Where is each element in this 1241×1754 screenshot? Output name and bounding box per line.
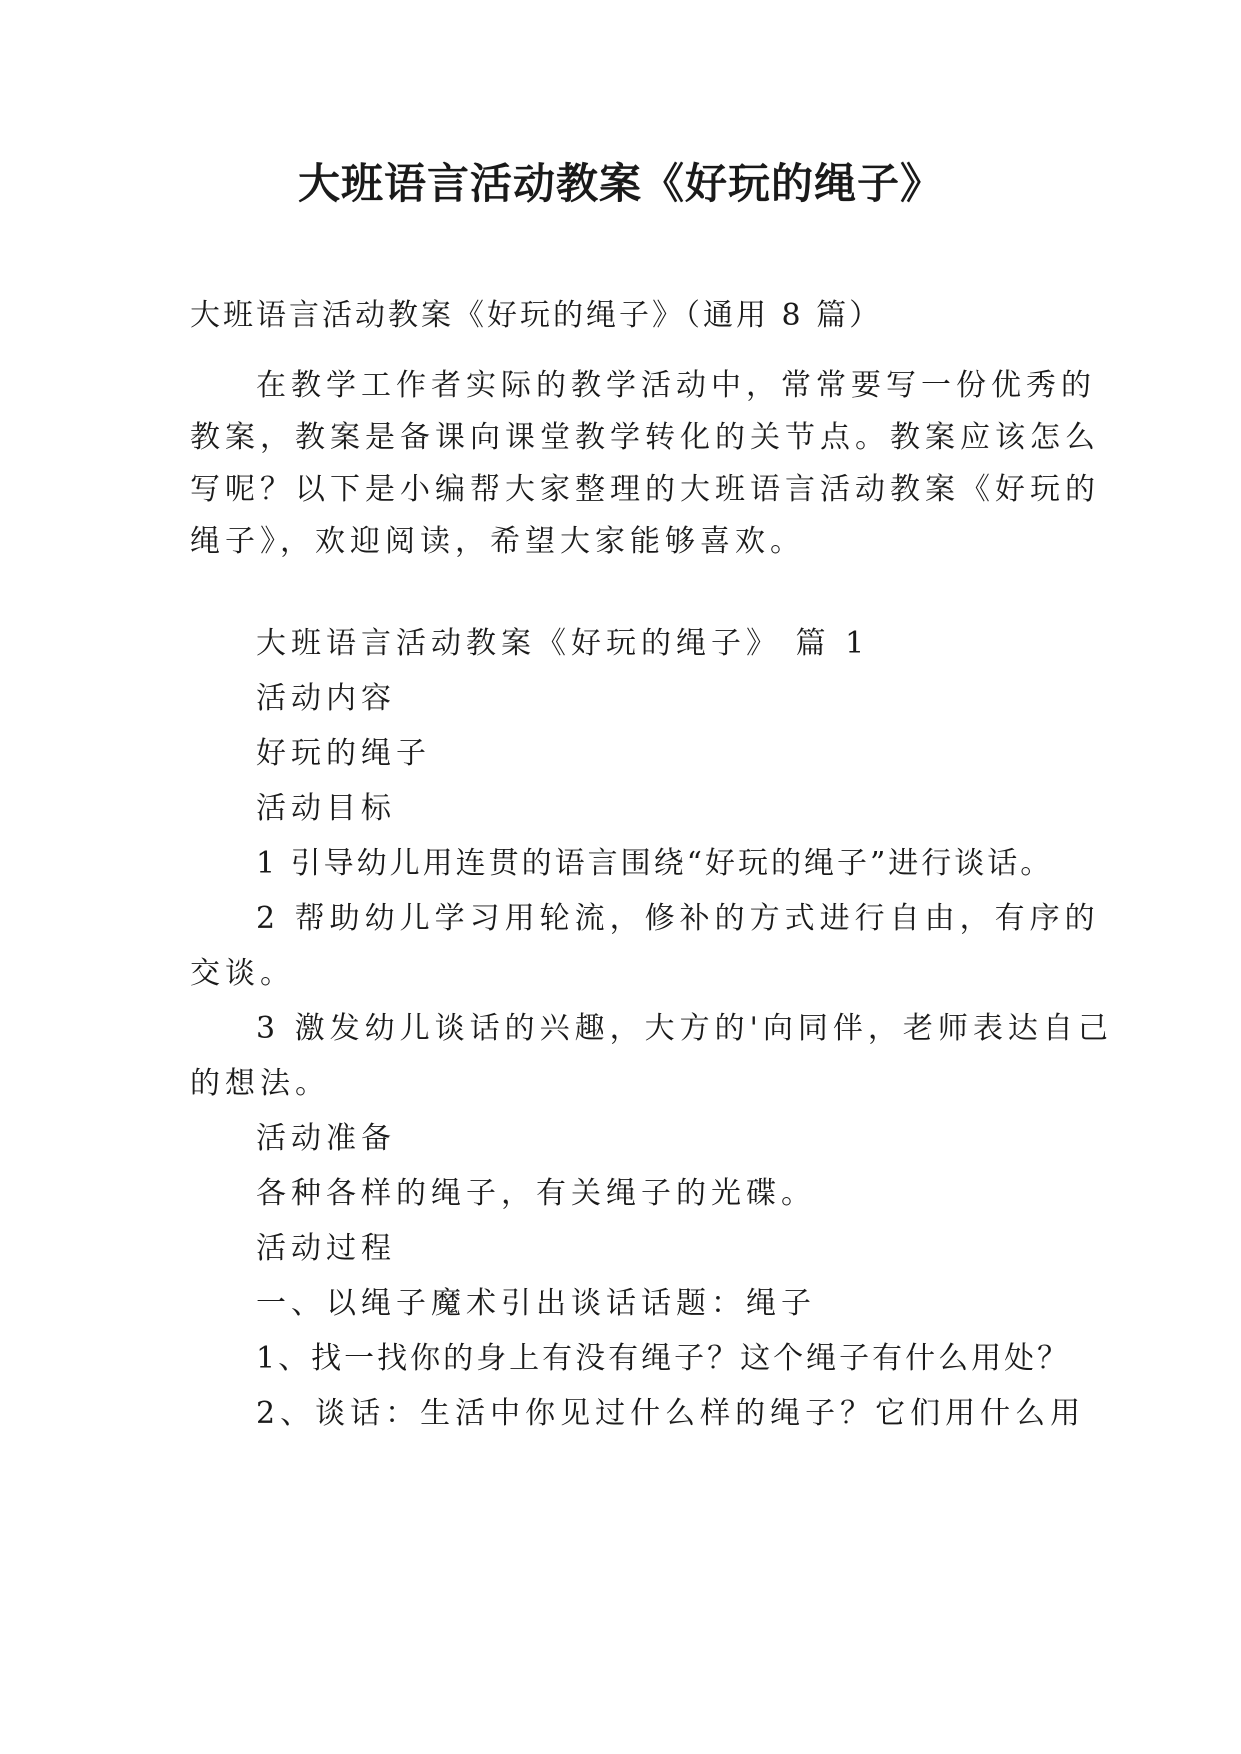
prep-heading: 活动准备 <box>256 1121 396 1156</box>
goal-3-line-2: 的想法。 <box>190 1066 330 1101</box>
process-item-1: 1、找一找你的身上有没有绳子？这个绳子有什么用处？ <box>256 1341 1071 1376</box>
content-heading: 活动内容 <box>256 681 396 716</box>
intro-line-2: 教案，教案是备课向课堂教学转化的关节点。教案应该怎么 <box>190 420 1100 455</box>
goals-heading: 活动目标 <box>256 791 396 826</box>
prep-text: 各种各样的绳子，有关绳子的光碟。 <box>256 1176 816 1211</box>
goal-2-line-1: 2 帮助幼儿学习用轮流，修补的方式进行自由，有序的 <box>256 901 1100 936</box>
section-heading: 大班语言活动教案《好玩的绳子》 篇 1 <box>256 626 870 661</box>
document-subtitle: 大班语言活动教案《好玩的绳子》（通用 8 篇） <box>190 298 883 333</box>
goal-2-line-2: 交谈。 <box>190 956 295 991</box>
process-step-1: 一、以绳子魔术引出谈话话题：绳子 <box>256 1286 816 1321</box>
goal-1: 1 引导幼儿用连贯的语言围绕“好玩的绳子”进行谈话。 <box>256 846 1054 881</box>
content-text: 好玩的绳子 <box>256 736 431 771</box>
document-title: 大班语言活动教案《好玩的绳子》 <box>297 159 943 208</box>
intro-line-3: 写呢？以下是小编帮大家整理的大班语言活动教案《好玩的 <box>190 472 1100 507</box>
intro-line-1: 在教学工作者实际的教学活动中，常常要写一份优秀的 <box>256 368 1096 403</box>
process-heading: 活动过程 <box>256 1231 396 1266</box>
process-item-2: 2、谈话：生活中你见过什么样的绳子？它们用什么用 <box>256 1396 1086 1431</box>
goal-3-line-1: 3 激发幼儿谈话的兴趣，大方的'向同伴，老师表达自己 <box>256 1011 1113 1046</box>
intro-line-4: 绳子》，欢迎阅读，希望大家能够喜欢。 <box>190 524 805 559</box>
